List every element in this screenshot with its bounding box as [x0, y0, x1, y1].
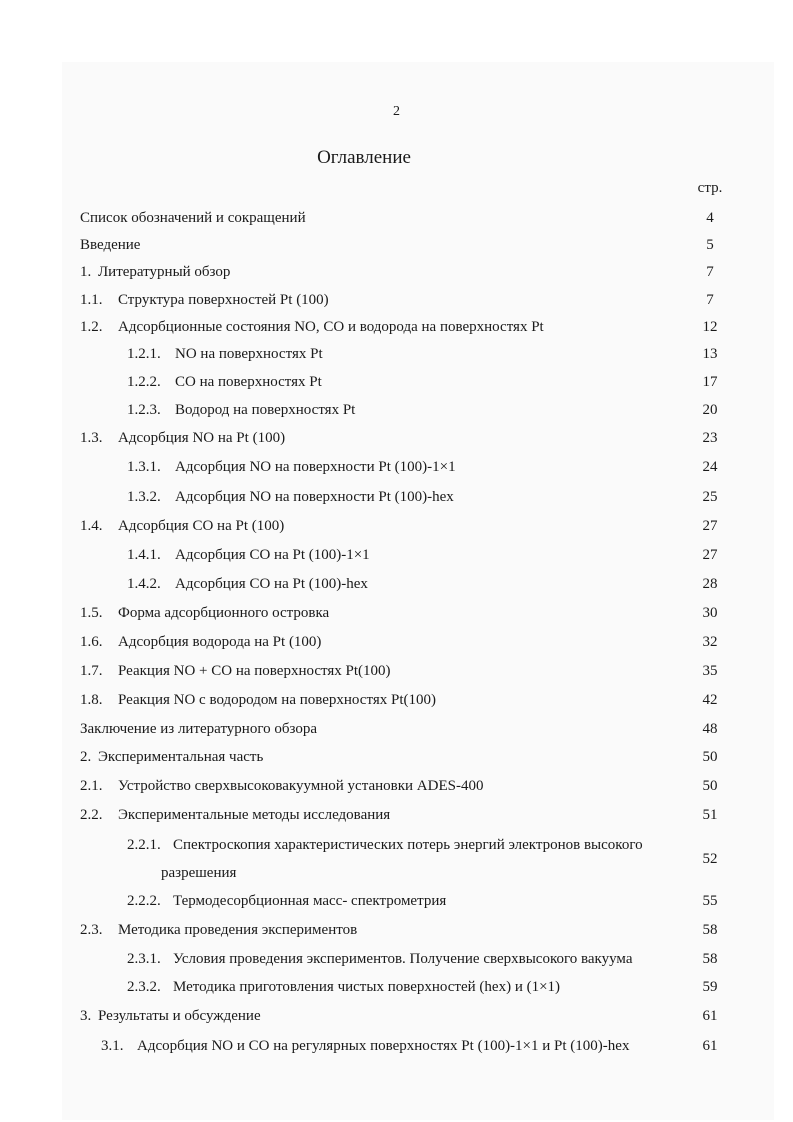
toc-entry-number: 2.3.1. — [127, 951, 161, 967]
toc-entry-text: Адсорбция CO на Pt (100) — [118, 518, 285, 534]
toc-entry-number: 1.2.2. — [127, 374, 161, 390]
toc-entry-number: 2.2.2. — [127, 893, 161, 909]
toc-entry-text: Результаты и обсуждение — [98, 1008, 261, 1024]
toc-entry-page: 27 — [702, 547, 718, 563]
toc-entry-page: 61 — [702, 1008, 718, 1024]
toc-entry-page: 58 — [702, 951, 718, 967]
toc-entry-page: 5 — [706, 237, 714, 253]
toc-entry-number: 1.3.1. — [127, 459, 161, 475]
toc-entry-text: Адсорбция CO на Pt (100)-1×1 — [175, 547, 370, 563]
toc-entry-text: NO на поверхностях Pt — [175, 346, 323, 362]
toc-entry-number: 1.8. — [80, 692, 103, 708]
page-title: Оглавление — [317, 147, 411, 168]
toc-entry-number: 3.1. — [101, 1038, 124, 1054]
toc-entry-number: 2.3. — [80, 922, 103, 938]
toc-entry-page: 27 — [702, 518, 718, 534]
toc-entry-number: 1.3. — [80, 430, 103, 446]
toc-entry-text: Адсорбционные состояния NO, CO и водорода на поверхностях Pt — [118, 319, 544, 335]
toc-entry-text: Заключение из литературного обзора — [80, 721, 317, 737]
toc-entry-page: 4 — [706, 210, 714, 226]
toc-entry-page: 32 — [702, 634, 718, 650]
page-number: 2 — [393, 104, 400, 119]
toc-entry-number: 2.2. — [80, 807, 103, 823]
toc-entry-text: Адсорбция NO на поверхности Pt (100)-hex — [175, 489, 454, 505]
toc-entry-text: Литературный обзор — [98, 264, 231, 280]
toc-entry-page: 42 — [702, 692, 718, 708]
toc-entry-text: Методика проведения экспериментов — [118, 922, 358, 938]
toc-entry-text: Методика приготовления чистых поверхностей (hex) и (1×1) — [173, 979, 561, 995]
toc-entry-number: 1.2.3. — [127, 402, 161, 418]
toc-entry-page: 51 — [702, 807, 718, 823]
toc-entry-page: 61 — [702, 1038, 718, 1054]
toc-entry-page: 59 — [702, 979, 718, 995]
toc-entry-page: 35 — [702, 663, 718, 679]
toc-entry-text: Введение — [80, 237, 141, 253]
toc-entry-page: 23 — [702, 430, 718, 446]
toc-entry-text: Экспериментальная часть — [98, 749, 264, 765]
toc-entry-text: Условия проведения экспериментов. Получение сверхвысокого вакуума — [173, 951, 633, 967]
toc-entry-page: 52 — [702, 851, 718, 867]
toc-entry-page: 12 — [702, 319, 718, 335]
toc-entry-number: 3. — [80, 1008, 92, 1024]
toc-entry-text: Структура поверхностей Pt (100) — [118, 292, 329, 308]
toc-entry-text: Реакция NO с водородом на поверхностях Pt(100) — [118, 692, 436, 708]
toc-entry-page: 24 — [702, 459, 718, 475]
toc-entry-text: Экспериментальные методы исследования — [118, 807, 391, 823]
toc-entry-page: 30 — [702, 605, 718, 621]
toc-entry-number: 2.2.1. — [127, 837, 161, 853]
toc-entry-page: 58 — [702, 922, 718, 938]
toc-entry-number: 1.7. — [80, 663, 103, 679]
toc-entry-number: 1.6. — [80, 634, 103, 650]
toc-entry-number: 1.1. — [80, 292, 103, 308]
toc-entry-page: 7 — [706, 264, 714, 280]
toc-entry-number: 1.5. — [80, 605, 103, 621]
toc-entry — [0, 831, 793, 887]
toc-entry-page: 25 — [702, 489, 718, 505]
toc-entry-text: Форма адсорбционного островка — [118, 605, 330, 621]
toc-entry-text: Спектроскопия характеристических потерь энергий электронов высокого разрешения — [161, 837, 643, 881]
toc-entry-text: Адсорбция CO на Pt (100)-hex — [175, 576, 368, 592]
toc-entry-text: CO на поверхностях Pt — [175, 374, 322, 390]
toc-entry-number: 2.3.2. — [127, 979, 161, 995]
toc-entry-text: Адсорбция NO на Pt (100) — [118, 430, 286, 446]
toc-entry-page: 13 — [702, 346, 718, 362]
toc-entry-page: 55 — [702, 893, 718, 909]
toc-entry-number: 1.4.1. — [127, 547, 161, 563]
toc-entry-text: Адсорбция NO и CO на регулярных поверхностях Pt (100)-1×1 и Pt (100)-hex — [137, 1038, 630, 1054]
toc-entry-number: 1.3.2. — [127, 489, 161, 505]
toc-entry-text: Адсорбция водорода на Pt (100) — [118, 634, 322, 650]
toc-entry-page: 17 — [702, 374, 718, 390]
toc-entry-page: 50 — [702, 778, 718, 794]
toc-entry-text: Водород на поверхностях Pt — [175, 402, 356, 418]
toc-entry-page: 20 — [702, 402, 718, 418]
toc-entry-text: Устройство сверхвысоковакуумной установки ADES-400 — [118, 778, 484, 794]
page-column-header: стр. — [697, 180, 723, 196]
toc-entry-text: Адсорбция NO на поверхности Pt (100)-1×1 — [175, 459, 456, 475]
toc-entry-number: 1. — [80, 264, 92, 280]
toc-entry-page: 48 — [702, 721, 718, 737]
toc-entry-number: 1.2. — [80, 319, 103, 335]
toc-entry-number: 2. — [80, 749, 92, 765]
toc-entry-number: 1.4. — [80, 518, 103, 534]
toc-entry-number: 1.2.1. — [127, 346, 161, 362]
toc-entry-page: 28 — [702, 576, 718, 592]
toc-entry-text: Термодесорбционная масс- спектрометрия — [173, 893, 447, 909]
toc-entry-text: Реакция NO + CO на поверхностях Pt(100) — [118, 663, 391, 679]
toc-entry-number: 2.1. — [80, 778, 103, 794]
toc-entry-page: 50 — [702, 749, 718, 765]
toc-entry-page: 7 — [706, 292, 714, 308]
toc-entry-number: 1.4.2. — [127, 576, 161, 592]
toc-entry-text: Список обозначений и сокращений — [80, 210, 306, 226]
